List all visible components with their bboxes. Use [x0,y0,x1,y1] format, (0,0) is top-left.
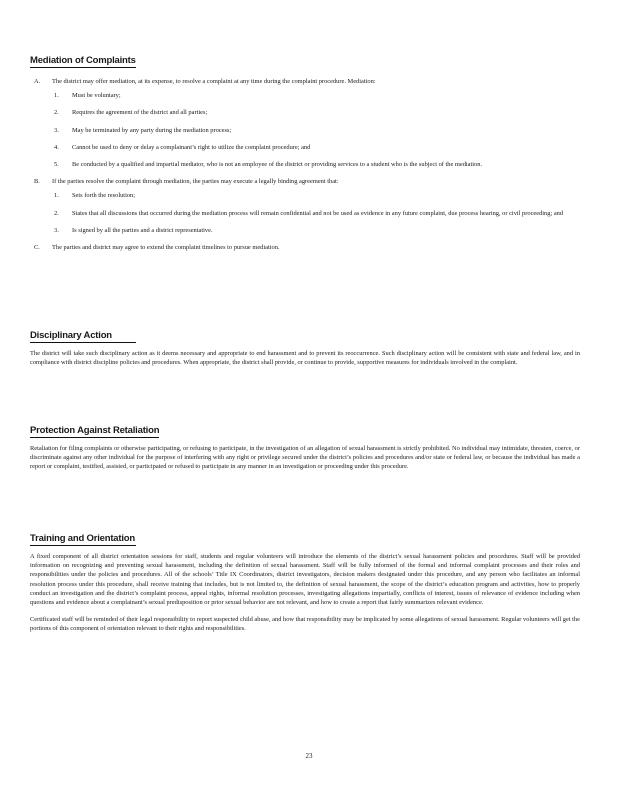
item-label: 1. [54,192,59,200]
item-label: 3. [54,126,59,134]
clause-text: The parties and district may agree to extend the complaint timelines to pursue mediation. [52,244,280,252]
item-text: Cannot be used to deny or delay a complainant’s right to utilize the complaint procedure; and [72,143,311,151]
disciplinary-section [30,325,580,367]
list-item [30,160,580,169]
item-label: 3. [54,226,59,234]
item-label: 5. [54,161,59,169]
item-text: Be conducted by a qualified and impartial mediator, who is not an employee of the district or providing services to a student who is the subject of the mediation. [72,161,483,169]
retaliation-section [30,420,580,472]
list-item [30,226,580,235]
mediation-clause-a [30,77,580,86]
clause-label: B. [34,178,40,186]
item-text: States that all discussions that occurred during the mediation process will remain confidential and not be used as evidence in any future complaint, due process hearing, or civil proceeding; and [72,209,564,217]
clause-text: If the parties resolve the complaint through mediation, the parties may execute a legally binding agreement that: [52,178,339,186]
item-label: 2. [54,209,59,217]
mediation-clause-c [30,243,580,252]
list-item [30,191,580,200]
item-label: 1. [54,92,59,100]
list-item [30,126,580,135]
clause-label: A. [34,78,41,85]
retaliation-heading: Protection Against Retaliation [30,425,160,436]
training-heading: Training and Orientation [30,533,135,544]
disciplinary-heading: Disciplinary Action [30,330,136,343]
mediation-section [30,50,580,252]
list-item [30,209,580,218]
item-text: Must be voluntary; [72,92,121,100]
training-paragraph-1: A fixed component of all district orientation sessions for staff, students and regular volunteers will introduce the elements of the district’s sexual harassment policies and procedures. Staff will be provided information on recognizing and preventing sexual harassment, including the definition of sexual harassment. Staff will be fully informed of the formal and informal complaint processes and their roles and responsibilities under the policies and procedures. All of the schools’ Title IX Coordinators, district investigators, decision makers designated under this procedure, and any person who facilitates an informal resolution process under this procedure, shall receive training that includes, but is not limited to, the definition of sexual harassment, the scope of the district’s education program and activities, how to properly conduct an investigation and the district’s complaint process, appeal rights, informal resolution processes, investigating allegations impartially, conflicts of interest, issues of relevance of evidence including when questions and evidence about a complainant’s sexual predisposition or prior sexual behavior are not relevant, and how to create a report that fairly summarizes relevant evidence. [30,553,580,607]
item-text: May be terminated by any party during the mediation process; [72,126,232,134]
mediation-heading: Mediation of Complaints [30,55,136,66]
training-paragraph-2: Certificated staff will be reminded of their legal responsibility to report suspected child abuse, and how that responsibility may be implicated by some allegations of sexual harassment. Regular volunteers will get the portions of this component of orientation relevant to their rights and responsibilities. [30,616,580,633]
training-section [30,528,580,634]
item-label: 4. [54,143,59,151]
retaliation-paragraph: Retaliation for filing complaints or otherwise participating, or refusing to participate, in the investigation of an allegation of sexual harassment is strictly prohibited. No individual may intimidate, threaten, coerce, or discriminate against any other individual for the purpose of interfering with any right or privilege secured under the district’s policies and procedures and/or state or federal law, or because the individual has made a report or complaint, testified, assisted, or participated or refused to participate in any manner in an investigation or proceeding under this procedure. [30,445,580,471]
item-text: Requires the agreement of the district and all parties; [72,109,208,117]
item-text: Is signed by all the parties and a district representative. [72,226,213,234]
disciplinary-paragraph: The district will take such disciplinary action as it deems necessary and appropriate to end harassment and to prevent its reoccurrence. Such disciplinary action will be consistent with state and federal law, and in compliance with district discipline policies and procedures. When appropriate, the district shall provide, or continue to provide, supportive measures for individuals involved in the complaint. [30,350,580,367]
item-label: 2. [54,109,59,117]
list-item [30,108,580,117]
list-item [30,143,580,152]
clause-label: C. [34,244,40,252]
list-item [30,91,580,100]
clause-text: The district may offer mediation, at its expense, to resolve a complaint at any time during the complaint procedure. Mediation: [52,78,376,85]
mediation-clause-b [30,177,580,186]
item-text: Sets forth the resolution; [72,192,136,200]
page-number: 23 [305,752,313,760]
